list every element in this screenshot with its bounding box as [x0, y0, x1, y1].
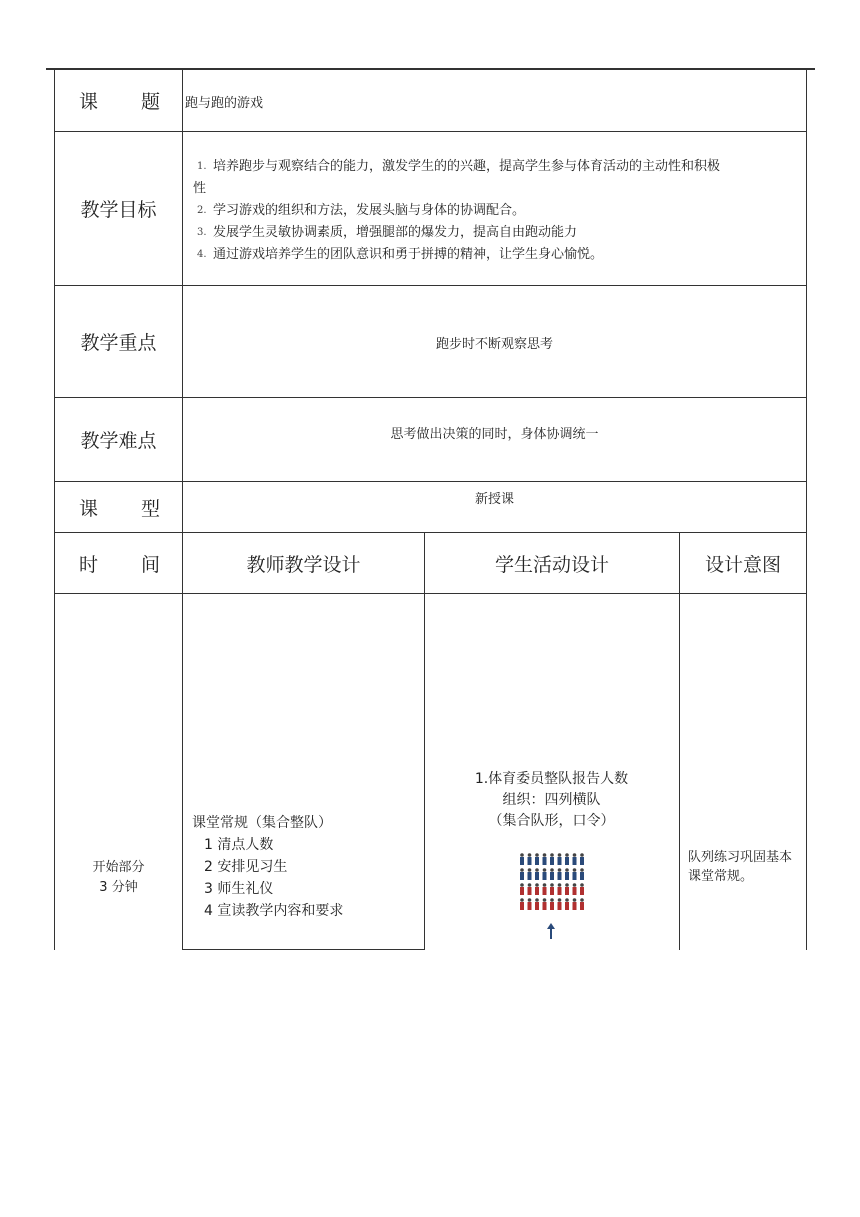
- student-figure-body: [528, 872, 532, 880]
- student-figure-body: [580, 902, 584, 910]
- routine-item: 1 清点人数: [204, 837, 274, 853]
- student-figure-body: [558, 872, 562, 880]
- topic-value-cell: [182, 69, 807, 132]
- type-value-cell: [182, 481, 807, 533]
- student-figure-head: [535, 898, 539, 902]
- time-header-cell: [54, 532, 183, 594]
- student-figure-body: [550, 872, 554, 880]
- student-figure-head: [558, 898, 562, 902]
- student-figure-head: [528, 853, 532, 857]
- student-figure-body: [550, 902, 554, 910]
- goal-item: 3. 发展学生灵敏协调素质，增强腿部的爆发力，提高自由跑动能力: [189, 222, 796, 244]
- student-figure-head: [543, 853, 547, 857]
- student-figure-head: [550, 883, 554, 887]
- routine-item: 2 安排见习生: [204, 859, 288, 875]
- student-figure-body: [573, 902, 577, 910]
- student-figure-body: [520, 872, 524, 880]
- student-figure-head: [520, 883, 524, 887]
- student-figure-head: [558, 883, 562, 887]
- student-figure-body: [580, 887, 584, 895]
- student-figure-body: [558, 857, 562, 865]
- goal-number: 4.: [197, 249, 207, 260]
- formation-rows: [520, 853, 584, 910]
- student-figure-head: [565, 883, 569, 887]
- student-figure-head: [565, 853, 569, 857]
- student-figure-head: [520, 868, 524, 872]
- start-intent-cell: [679, 593, 807, 950]
- keypoint-value-cell: [182, 285, 807, 398]
- start-time-cell: [54, 593, 183, 950]
- student-figure-body: [565, 857, 569, 865]
- goals-value-cell: [182, 131, 807, 286]
- student-figure-head: [550, 898, 554, 902]
- student-figure-body: [565, 902, 569, 910]
- student-figure-head: [580, 868, 584, 872]
- topic-label-b: 题: [140, 91, 160, 113]
- difficulty-label-cell: [54, 397, 183, 482]
- student-figure-head: [543, 868, 547, 872]
- start-teacher-cell: [182, 593, 425, 950]
- difficulty-value: 思考做出决策的同时，身体协调统一: [390, 427, 599, 442]
- time-header-b: 间: [140, 553, 160, 576]
- topic-label-cell: [54, 69, 183, 132]
- goal-item: 2. 学习游戏的组织和方法，发展头脑与身体的协调配合。: [189, 200, 796, 222]
- student-figure-body: [543, 902, 547, 910]
- student-figure-head: [535, 883, 539, 887]
- student-figure-body: [520, 857, 524, 865]
- student-figure-body: [520, 902, 524, 910]
- student-figure-body: [565, 887, 569, 895]
- difficulty-label: 教学难点: [80, 430, 157, 452]
- student-formation-figure: [514, 851, 594, 943]
- goal-number: 3.: [197, 227, 207, 238]
- student-line-2: 组织：四列横队: [502, 792, 601, 808]
- student-figure-body: [528, 902, 532, 910]
- type-label-b: 型: [140, 497, 160, 520]
- student-figure-head: [550, 868, 554, 872]
- student-figure-head: [573, 883, 577, 887]
- teacher-arrow-icon: [547, 923, 555, 939]
- student-figure-body: [580, 857, 584, 865]
- student-figure-body: [565, 872, 569, 880]
- intent-text: 队列练习巩固基本课堂常规。: [688, 850, 793, 884]
- student-figure-head: [580, 883, 584, 887]
- student-figure-head: [520, 853, 524, 857]
- student-figure-head: [520, 898, 524, 902]
- topic-value: 跑与跑的游戏: [185, 96, 264, 111]
- goal-item: 1. 培养跑步与观察结合的能力，激发学生的的兴趣，提高学生参与体育活动的主动性和积极: [189, 156, 796, 178]
- student-figure-head: [580, 898, 584, 902]
- student-figure-head: [535, 853, 539, 857]
- routine-item: 4 宣读教学内容和要求: [204, 903, 344, 919]
- student-figure-head: [550, 853, 554, 857]
- student-figure-body: [573, 887, 577, 895]
- student-line-1: 1.体育委员整队报告人数: [474, 771, 629, 787]
- student-figure-body: [543, 887, 547, 895]
- start-student-cell: [424, 593, 680, 950]
- time-header-a: 时: [79, 553, 99, 576]
- student-figure-body: [573, 872, 577, 880]
- goals-label: 教学目标: [80, 199, 157, 221]
- student-figure-head: [528, 868, 532, 872]
- student-figure-head: [535, 868, 539, 872]
- routine-title: 课堂常规（集合整队）: [192, 815, 332, 831]
- student-figure-body: [558, 902, 562, 910]
- student-figure-head: [565, 898, 569, 902]
- difficulty-value-cell: [182, 397, 807, 482]
- student-figure-head: [528, 898, 532, 902]
- design-intent-header: 设计意图: [679, 532, 807, 594]
- student-figure-body: [528, 887, 532, 895]
- student-figure-body: [558, 887, 562, 895]
- student-figure-body: [543, 872, 547, 880]
- keypoint-value: 跑步时不断观察思考: [435, 337, 553, 352]
- student-line-3: （集合队形，口令）: [488, 813, 615, 829]
- student-figure-body: [535, 887, 539, 895]
- student-figure-head: [558, 868, 562, 872]
- student-figure-body: [573, 857, 577, 865]
- student-figure-body: [535, 857, 539, 865]
- student-figure-head: [573, 868, 577, 872]
- student-figure-body: [520, 887, 524, 895]
- goal-item-continuation: 性: [193, 181, 207, 196]
- goals-list: [189, 156, 796, 266]
- student-figure-head: [580, 853, 584, 857]
- topic-label-a: 课: [79, 91, 99, 113]
- routine-item: 3 师生礼仪: [204, 881, 274, 897]
- student-figure-body: [528, 857, 532, 865]
- student-figure-body: [550, 887, 554, 895]
- teacher-design-header: 教师教学设计: [182, 532, 425, 594]
- goal-item: 4. 通过游戏培养学生的团队意识和勇于拼搏的精神，让学生身心愉悦。: [189, 244, 796, 266]
- goals-label-cell: [54, 131, 183, 286]
- student-figure-head: [558, 853, 562, 857]
- student-figure-body: [535, 872, 539, 880]
- section-duration: 3 分钟: [99, 880, 138, 895]
- goal-number: 1.: [197, 161, 207, 172]
- student-figure-body: [550, 857, 554, 865]
- student-figure-head: [543, 898, 547, 902]
- section-name: 开始部分: [92, 860, 145, 875]
- student-figure-head: [528, 883, 532, 887]
- student-figure-head: [543, 883, 547, 887]
- student-figure-body: [580, 872, 584, 880]
- type-value: 新授课: [474, 492, 514, 507]
- student-figure-head: [565, 868, 569, 872]
- type-label-cell: [54, 481, 183, 533]
- keypoint-label-cell: [54, 285, 183, 398]
- student-figure-head: [573, 898, 577, 902]
- goal-number: 2.: [197, 205, 207, 216]
- student-activity-header: 学生活动设计: [424, 532, 680, 594]
- student-figure-head: [573, 853, 577, 857]
- student-figure-body: [543, 857, 547, 865]
- type-label-a: 课: [79, 497, 99, 520]
- keypoint-label: 教学重点: [80, 332, 157, 354]
- student-figure-body: [535, 902, 539, 910]
